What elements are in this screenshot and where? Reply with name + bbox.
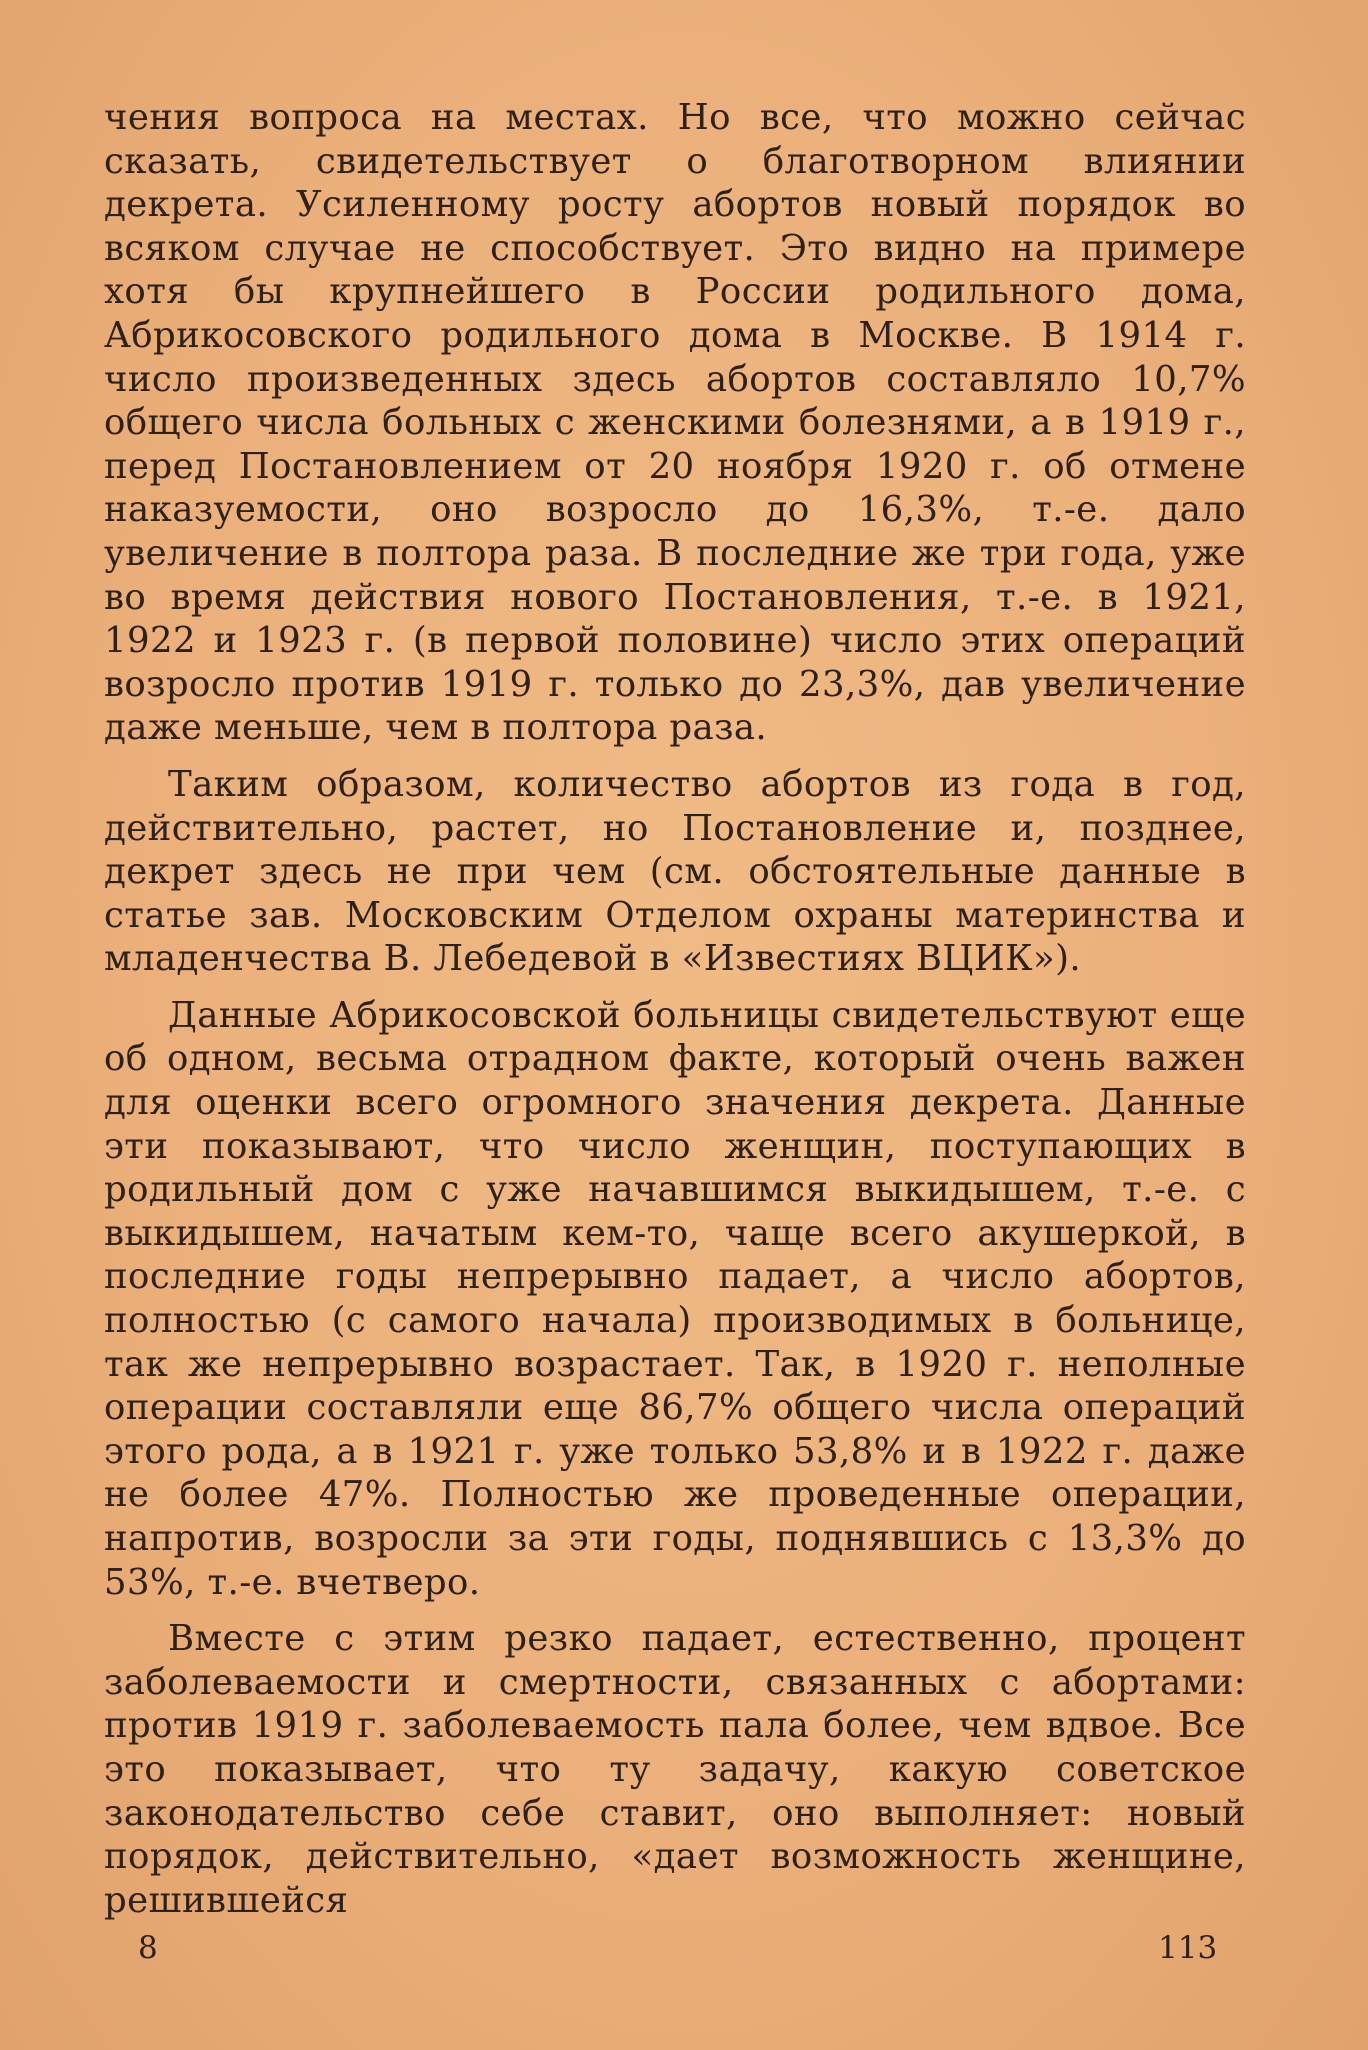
page-number: 113 [1158,1930,1218,1966]
body-text [104,96,1246,1922]
paragraph-1: чения вопроса на местах. Но все, что можно сейчас сказать, свидетельствует о благотворном влиянии декрета. Усиленному росту абортов новый порядок во всяком случае не способствует. Это видно на примере хотя бы крупнейшего в России родильного дома, Абрикосовского родильного дома в Москве. В 1914 г. число произведенных здесь абортов составляло 10,7% общего числа больных с женскими болезнями, а в 1919 г., перед Постановлением от 20 ноября 1920 г. об отмене наказуемости, оно возросло до 16,3%, т.-е. дало увеличение в полтора раза. В последние же три года, уже во время действия нового Постановления, т.-е. в 1921, 1922 и 1923 г. (в первой половине) число этих операций возросло против 1919 г. только до 23,3%, дав увеличение даже меньше, чем в полтора раза. [104,97,1246,749]
paragraph-4: Вместе с этим резко падает, естественно, процент заболеваемости и смертности, связанных с абортами: против 1919 г. заболеваемость пала более, чем вдвое. Все это показывает, что ту задачу, какую советское законодательство себе ставит, оно выполняет: новый порядок, действительно, «дает возможность женщине, решившейся [104,1618,1246,1921]
signature-mark: 8 [138,1930,158,1966]
paragraph-2: Таким образом, количество абортов из года в год, действительно, растет, но Постановление и, позднее, декрет здесь не при чем (см. обстоятельные данные в статье зав. Московским Отделом охраны материнства и младенчества В. Лебедевой в «Известиях ВЦИК»). [104,763,1246,980]
paragraph-3: Данные Абрикосовской больницы свидетельствуют еще об одном, весьма отрадном факте, который очень важен для оценки всего огромного значения декрета. Данные эти показывают, что число женщин, поступающих в родильный дом с уже начавшимся выкидышем, т.-е. с выкидышем, начатым кем-то, чаще всего акушеркой, в последние годы непрерывно падает, а число абортов, полностью (с самого начала) производимых в больнице, так же непрерывно возрастает. Так, в 1920 г. неполные операции составляли еще 86,7% общего числа операций этого рода, а в 1921 г. уже только 53,8% и в 1922 г. даже не более 47%. Полностью же проведенные операции, напротив, возросли за эти годы, поднявшись с 13,3% до 53%, т.-е. вчетверо. [104,994,1246,1603]
